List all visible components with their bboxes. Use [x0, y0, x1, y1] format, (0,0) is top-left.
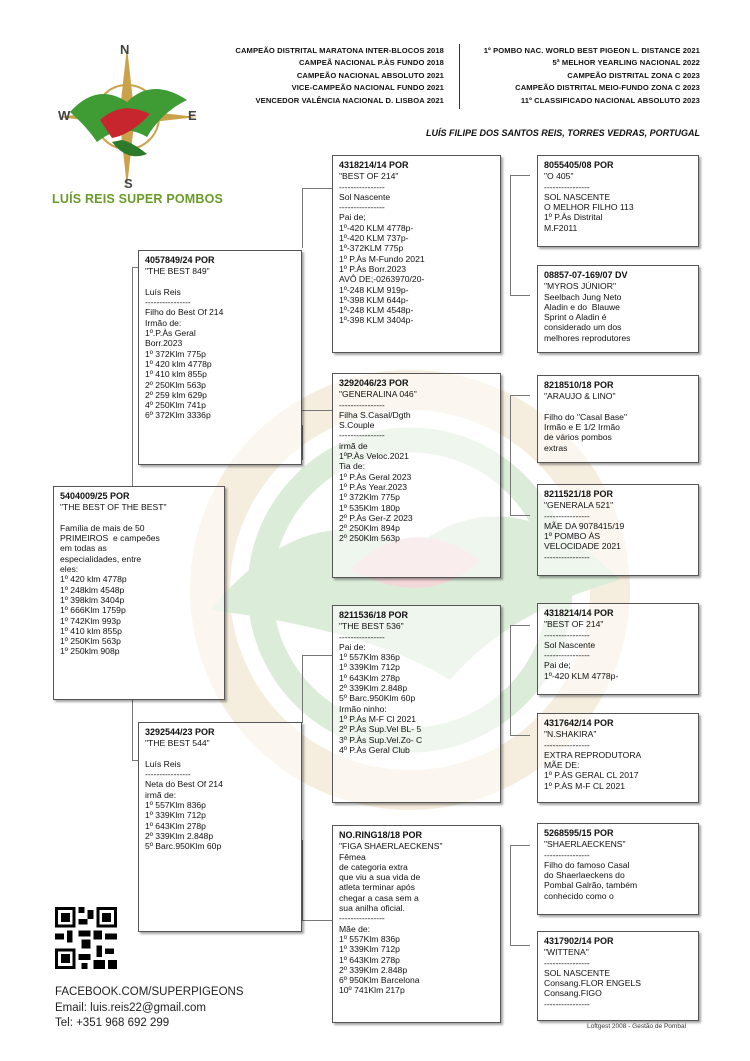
- box-line: 1º 557Klm 836p: [339, 652, 400, 663]
- box-line: 2º 339Klm 2.848p: [339, 964, 408, 975]
- box-line: 1º 643Klm 278p: [339, 672, 400, 683]
- box-line: 1º-248 KLM 4548p-: [339, 305, 414, 316]
- box-line: Filha S.Casal/Dgth: [339, 409, 411, 420]
- box-line: "THE BEST 536": [339, 621, 404, 632]
- compass-w-label: W: [58, 108, 71, 123]
- box-line: 1º 643Klm 278p: [339, 954, 400, 965]
- box-line: ----------------: [544, 629, 590, 640]
- box-line: Irmão de:: [145, 317, 182, 328]
- connector-line: [132, 700, 133, 760]
- box-line: Pai de;: [339, 212, 366, 223]
- ring-number: 4317642/14 POR: [544, 718, 614, 728]
- box-line: Tia de:: [339, 461, 365, 472]
- box-line: 1º 643Klm 278p: [145, 820, 206, 831]
- connector-line: [510, 515, 530, 516]
- phone-text: Tel: +351 968 692 299: [55, 1017, 170, 1029]
- connector-line: [510, 735, 530, 736]
- box-line: ----------------: [145, 769, 191, 780]
- box-line: 4º 250Klm 741p: [145, 400, 206, 411]
- achievement-item: 11º CLASSIFICADO NACIONAL ABSOLUTO 2023: [520, 95, 700, 105]
- box-line: ----------------: [544, 510, 590, 521]
- box-line: "THE BEST OF THE BEST": [60, 502, 167, 513]
- box-line: "BEST OF 214": [544, 619, 604, 630]
- ring-number: 8218510/18 POR: [544, 380, 614, 390]
- box-line: MÃE DE:: [544, 760, 580, 771]
- box-line: "MYROS JÚNIOR": [544, 281, 616, 292]
- box-line: 1º 398klm 3404p: [60, 594, 125, 605]
- connector-line: [302, 188, 303, 248]
- box-line: ----------------: [544, 551, 590, 562]
- ring-number: 3292046/23 POR: [339, 378, 409, 388]
- box-line: PRIMEIROS e campeões: [60, 533, 160, 544]
- email-link[interactable]: Email: luis.reis22@gmail.com: [55, 1001, 206, 1014]
- box-line: 1º POMBO ÀS: [544, 531, 601, 542]
- box-line: irmã de: [339, 440, 368, 451]
- box-line: "THE BEST 544": [145, 738, 210, 749]
- ring-number: 8211521/18 POR: [544, 489, 614, 499]
- box-line: 1º 535Klm 180p: [339, 502, 400, 513]
- box-line: ----------------: [544, 181, 590, 192]
- box-line: 4º P.Às Geral Club: [339, 744, 410, 755]
- box-line: 1º-372KLM 775p: [339, 243, 404, 254]
- box-line: 1º P.Às M-F Cl 2021: [339, 713, 417, 724]
- box-line: Filho do Best Of 214: [145, 307, 224, 318]
- box-line: 2º P.Às Sup.Vel BL- 5: [339, 724, 422, 735]
- connector-line: [302, 188, 332, 189]
- box-line: chegar a casa sem a: [339, 892, 419, 903]
- box-line: 1º 420 klm 4778p: [60, 574, 127, 585]
- box-line: 1º-420 KLM 4778p-: [544, 670, 619, 681]
- box-line: "BEST OF 214": [339, 171, 399, 182]
- box-line: 2º 250Klm 563p: [145, 379, 206, 390]
- box-line: Aladin e do Blauwe: [544, 301, 620, 312]
- box-line: 1º-248 KLM 919p-: [339, 284, 409, 295]
- ring-number: 3292544/23 POR: [145, 727, 215, 737]
- pedigree-box-dam-dam: [332, 825, 501, 1023]
- box-line: 1º 372Klm 775p: [339, 492, 400, 503]
- connector-line: [302, 920, 332, 921]
- box-line: 1º 339Klm 712p: [339, 944, 400, 955]
- box-line: MÃE DA 9078415/19: [544, 520, 625, 531]
- box-line: "THE BEST 849": [145, 266, 210, 277]
- pedigree-box-sire-dam: [332, 373, 501, 578]
- pedigree-box-dam: [138, 722, 302, 932]
- connector-line: [302, 425, 303, 460]
- box-line: 1º 248klm 4548p: [60, 584, 125, 595]
- box-line: Fêmea: [339, 851, 366, 862]
- pedigree-box-subject: [53, 486, 225, 700]
- box-line: extras: [544, 442, 568, 453]
- box-line: 2º 339Klm 2.848p: [145, 830, 214, 841]
- box-line: 6º 372Klm 3336p: [145, 410, 211, 421]
- connector-line: [132, 267, 133, 486]
- box-line: [145, 277, 295, 287]
- connector-line: [510, 625, 530, 626]
- box-line: "O 405": [544, 171, 574, 182]
- box-line: 1º 339Klm 712p: [339, 662, 400, 673]
- connector-line: [302, 840, 303, 920]
- box-line: AVÔ DE;-0263970/20-: [339, 274, 425, 285]
- box-line: 1º 339Klm 712p: [145, 810, 206, 821]
- box-line: atleta terminar após: [339, 882, 415, 893]
- box-line: "FIGA SHAERLAECKENS": [339, 841, 443, 852]
- box-line: 2º 250Klm 563p: [339, 533, 400, 544]
- ring-number: 4318214/14 POR: [544, 608, 614, 618]
- box-line: 1º P.ÀS M-F CL 2021: [544, 780, 625, 791]
- connector-line: [510, 395, 530, 396]
- box-line: 1ºP.Às Veloc.2021: [339, 451, 409, 462]
- box-line: 1º 250klm 908p: [60, 646, 120, 657]
- box-line: O MELHOR FILHO 113: [544, 202, 634, 213]
- ring-number: 08857-07-169/07 DV: [544, 270, 628, 280]
- box-line: M.F2011: [544, 222, 578, 233]
- ring-number: 4057849/24 POR: [145, 255, 215, 265]
- box-line: Irmão e E 1/2 Irmão: [544, 422, 620, 433]
- achievements-right: [470, 45, 700, 107]
- achievement-item: CAMPEÃ NACIONAL P.ÀS FUNDO 2018: [298, 58, 444, 68]
- compass-e-label: E: [188, 108, 197, 123]
- box-line: S.Couple: [339, 420, 375, 431]
- box-line: 1º 742Klm 993p: [60, 615, 121, 626]
- box-line: de vários pombos: [544, 432, 612, 443]
- box-line: "GENERALA 521": [544, 500, 614, 511]
- box-line: do Shaerlaeckens do: [544, 870, 625, 881]
- box-line: 1º 557Klm 836p: [145, 800, 206, 811]
- box-line: "N.SHAKIRA": [544, 729, 597, 740]
- box-line: ----------------: [544, 998, 590, 1009]
- software-credit: Loftgest 2008 - Gestão de Pombal: [587, 1023, 687, 1030]
- box-line: 2º 339Klm 2.848p: [339, 683, 408, 694]
- ring-number: 8055405/08 POR: [544, 160, 614, 170]
- box-line: Filho do "Casal Base": [544, 411, 628, 422]
- box-line: 1º 410 klm 855p: [60, 625, 122, 636]
- box-line: que viu a sua vida de: [339, 872, 421, 883]
- pedigree-box-sire-sire: [332, 155, 501, 353]
- pedigree-box-ssd: [537, 265, 699, 353]
- box-line: "GENERALINA 046": [339, 389, 417, 400]
- connector-line: [510, 625, 511, 735]
- compass-dove-logo: [52, 42, 202, 192]
- box-line: ----------------: [339, 430, 385, 441]
- box-line: Sprint o Aladin é: [544, 312, 607, 323]
- box-line: 1º 372Klm 775p: [145, 348, 206, 359]
- achievements-left: [196, 45, 444, 107]
- box-line: considerado um dos: [544, 322, 622, 333]
- ring-number: 8211536/18 POR: [339, 610, 409, 620]
- box-line: 1º-420 KLM 4778p-: [339, 222, 414, 233]
- pedigree-box-sss: [537, 155, 699, 247]
- box-line: 1º P.ÀS GERAL CL 2017: [544, 770, 639, 781]
- box-line: de categoria extra: [339, 861, 408, 872]
- box-line: 1º P.Às Geral 2023: [339, 471, 412, 482]
- box-line: [544, 402, 692, 412]
- box-line: 1º 410 klm 855p: [145, 369, 207, 380]
- box-line: Luís Reis: [145, 758, 181, 769]
- box-line: Pombal Galrão, também: [544, 880, 638, 891]
- achievement-item: CAMPEÃO DISTRITAL MARATONA INTER-BLOCOS 2018: [235, 46, 444, 55]
- box-line: 5º Barc.950Klm 60p: [145, 841, 222, 852]
- ring-number: 4317902/14 POR: [544, 936, 614, 946]
- box-line: Seelbach Jung Neto: [544, 291, 622, 302]
- box-line: 1º P.Às Borr.2023: [339, 263, 406, 274]
- connector-line: [302, 655, 303, 723]
- box-line: 1º 666Klm 1759p: [60, 605, 126, 616]
- connector-line: [510, 175, 530, 176]
- box-line: 2º 250Klm 894p: [339, 523, 400, 534]
- box-line: melhores reprodutores: [544, 332, 631, 343]
- contact-footer: [55, 985, 244, 1032]
- box-line: especialidades, entre: [60, 553, 142, 564]
- box-line: sua anilha oficial.: [339, 903, 405, 914]
- compass-s-label: S: [124, 176, 133, 191]
- box-line: Irmão ninho:: [339, 703, 387, 714]
- box-line: Consang.FIGO: [544, 988, 602, 999]
- pedigree-box-sds: [537, 375, 699, 463]
- box-line: SOL NASCENTE: [544, 191, 611, 202]
- box-line: em todas as: [60, 543, 107, 554]
- ring-number: 5268595/15 POR: [544, 828, 614, 838]
- box-line: ----------------: [339, 399, 385, 410]
- pedigree-box-dsd: [537, 713, 699, 803]
- box-line: ----------------: [544, 650, 590, 661]
- facebook-link[interactable]: FACEBOOK.COM/SUPERPIGEONS: [55, 986, 244, 998]
- ring-number: NO.RING18/18 POR: [339, 830, 423, 840]
- box-line: Mãe de:: [339, 923, 371, 934]
- pedigree-box-dam-sire: [332, 605, 501, 803]
- box-line: ----------------: [339, 913, 385, 924]
- compass-n-label: N: [120, 42, 130, 57]
- owner-name: LUÍS FILIPE DOS SANTOS REIS, TORRES VEDRAS, PORTUGAL: [425, 128, 700, 138]
- box-line: 5º Barc.950Klm 60p: [339, 693, 416, 704]
- connector-line: [510, 845, 511, 945]
- achievement-item: VENCEDOR VALÊNCIA NACIONAL D. LISBOA 2021: [255, 95, 444, 105]
- box-line: 1º.P.Às Geral: [145, 328, 196, 339]
- box-line: Neta do Best Of 214: [145, 779, 223, 790]
- box-line: [145, 749, 295, 759]
- ring-number: 5404009/25 POR: [60, 491, 130, 501]
- pedigree-box-sdd: [537, 484, 699, 576]
- box-line: Sol Nascente: [544, 639, 596, 650]
- box-line: 2º 259 klm 629p: [145, 389, 207, 400]
- box-line: ----------------: [544, 957, 590, 968]
- connector-line: [510, 175, 511, 295]
- box-line: Consang.FLOR ENGELS: [544, 978, 641, 989]
- pedigree-box-sire: [138, 250, 302, 465]
- qr-code: [55, 907, 117, 969]
- achievement-item: VICE-CAMPEÃO NACIONAL FUNDO 2021: [291, 83, 444, 93]
- achievement-item: 1º POMBO NAC. WORLD BEST PIGEON L. DISTANCE 2021: [483, 46, 700, 55]
- box-line: "WITTENA": [544, 947, 589, 958]
- box-line: Pai de:: [339, 641, 366, 652]
- box-line: ----------------: [339, 631, 385, 642]
- box-line: 3º P.Às Sup.Vel.Zo- C: [339, 734, 423, 745]
- pedigree-box-ddd: [537, 931, 699, 1021]
- box-line: 1º 420 klm 4778p: [145, 358, 212, 369]
- box-line: "SHAERLAECKENS": [544, 839, 626, 850]
- box-line: conhecido como o: [544, 890, 614, 901]
- box-line: ----------------: [544, 849, 590, 860]
- box-line: 1º 557Klm 836p: [339, 933, 400, 944]
- box-line: EXTRA REPRODUTORA: [544, 749, 642, 760]
- connector-line: [510, 395, 511, 515]
- box-line: 1º P.Às Distrital: [544, 212, 603, 223]
- box-line: 1º 250Klm 563p: [60, 636, 121, 647]
- box-line: Filho do famoso Casal: [544, 859, 630, 870]
- connector-line: [302, 410, 332, 411]
- box-line: 1º-398 KLM 3404p-: [339, 315, 414, 326]
- box-line: ----------------: [145, 297, 191, 308]
- box-line: ----------------: [544, 739, 590, 750]
- box-line: ----------------: [339, 181, 385, 192]
- box-line: 1º P.Às Year.2023: [339, 481, 407, 492]
- header-divider: [459, 44, 460, 109]
- pedigree-box-dss: [537, 603, 699, 695]
- box-line: VELOCIDADE 2021: [544, 541, 621, 552]
- connector-line: [510, 845, 530, 846]
- box-line: 2º P.Às Ger-Z 2023: [339, 512, 413, 523]
- box-line: Família de mais de 50: [60, 522, 145, 533]
- pedigree-box-dds: [537, 823, 699, 915]
- box-line: 1º-420 KLM 737p-: [339, 233, 409, 244]
- box-line: SOL NASCENTE: [544, 967, 611, 978]
- box-line: [60, 513, 218, 523]
- box-line: Sol Nascente: [339, 191, 391, 202]
- box-line: Borr.2023: [145, 338, 183, 349]
- ring-number: 4318214/14 POR: [339, 160, 409, 170]
- connector-line: [510, 295, 530, 296]
- box-line: 1º P.Às M-Fundo 2021: [339, 253, 425, 264]
- achievement-item: CAMPEÃO DISTRITAL MEIO-FUNDO ZONA C 2023: [515, 83, 700, 93]
- connector-line: [302, 655, 332, 656]
- achievement-item: 5ª MELHOR YEARLING NACIONAL 2022: [552, 58, 700, 68]
- box-line: 6º 950Klm Barcelona: [339, 975, 420, 986]
- box-line: Pai de;: [544, 660, 571, 671]
- achievement-item: CAMPEÃO DISTRITAL ZONA C 2023: [567, 70, 700, 80]
- box-line: Luís Reis: [145, 286, 181, 297]
- box-line: ----------------: [339, 202, 385, 213]
- box-line: 1º-398 KLM 644p-: [339, 294, 409, 305]
- box-line: "ARAUJO & LINO": [544, 391, 616, 402]
- box-line: eles:: [60, 564, 79, 575]
- box-lines: [60, 502, 218, 656]
- connector-line: [510, 945, 530, 946]
- box-line: 10º 741Klm 217p: [339, 985, 405, 996]
- achievement-item: CAMPEÃO NACIONAL ABSOLUTO 2021: [296, 70, 444, 80]
- box-line: irmã de:: [145, 789, 177, 800]
- brand-title: LUÍS REIS SUPER POMBOS: [52, 192, 224, 206]
